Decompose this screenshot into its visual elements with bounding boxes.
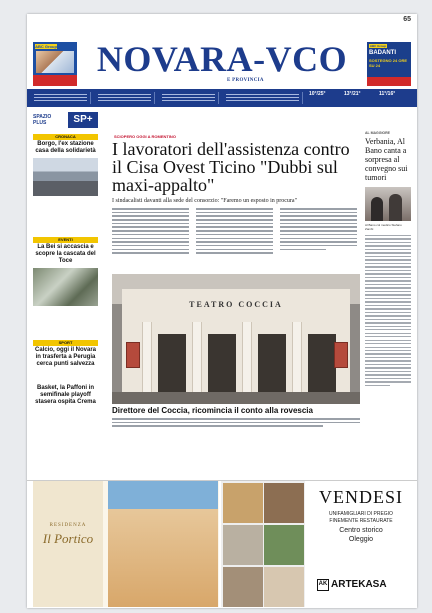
sidebar-story-basket[interactable] bbox=[33, 384, 98, 406]
masthead-subtitle: E PROVINCIA bbox=[227, 78, 264, 83]
ad-right-headline: BADANTI bbox=[369, 50, 396, 56]
artekasa-logo-icon: AK bbox=[317, 579, 329, 591]
sidebar-story-cronaca[interactable] bbox=[33, 134, 98, 196]
sidebar-headline: Borgo, l'ex stazione casa della solidarietà bbox=[35, 141, 96, 154]
right-photo bbox=[365, 187, 411, 221]
info-cell bbox=[31, 92, 91, 104]
teatro-photo[interactable] bbox=[112, 274, 360, 404]
main-body-text bbox=[112, 208, 360, 266]
ad-residenza-title2: Il Portico bbox=[42, 531, 94, 546]
caption-text bbox=[112, 418, 360, 429]
ad-photo-tile bbox=[264, 525, 304, 565]
sidebar-image bbox=[33, 268, 98, 306]
ad-photo-tile bbox=[264, 567, 304, 607]
ad-photo-tile bbox=[223, 567, 263, 607]
ad-vendesi-title: VENDESI bbox=[319, 487, 403, 507]
top-line bbox=[27, 14, 417, 24]
left-sidebar bbox=[33, 112, 98, 472]
main-kicker: SCIOPERO OGGI A ROMENTINO bbox=[114, 134, 176, 139]
ad-right[interactable] bbox=[367, 42, 411, 86]
main-headline[interactable]: I lavoratori dell'assistenza contro il Cisa Ovest Ticino "Dubbi sul maxi-appalto" bbox=[112, 139, 350, 195]
weather-temp-3: 11°/16° bbox=[379, 91, 396, 97]
ad-left-image bbox=[36, 51, 74, 73]
spazio-box: SP+ bbox=[68, 112, 98, 128]
weather-3 bbox=[379, 91, 395, 97]
masthead-title: NOVARA-VCO bbox=[96, 39, 348, 79]
ad-right-band bbox=[367, 77, 411, 86]
ad-photo-tile bbox=[223, 483, 263, 523]
text-column bbox=[280, 208, 357, 264]
ad-line-1: UNIFAMIGLIARI DI PREGIO bbox=[329, 511, 393, 517]
ad-left-band bbox=[33, 75, 77, 86]
ad-brand-name: ARTEKASA bbox=[331, 579, 387, 590]
ad-photo-tile bbox=[264, 483, 304, 523]
sidebar-headline: Basket, la Paffoni in semifinale playoff stasera ospita Crema bbox=[35, 385, 96, 405]
weather-2 bbox=[344, 91, 361, 97]
info-cell bbox=[223, 92, 303, 104]
weather-1 bbox=[309, 91, 326, 97]
ad-photo-grid bbox=[221, 481, 305, 607]
photo-poster bbox=[126, 342, 140, 368]
sidebar-headline: La Bei si accascia e scopre la cascata del Toce bbox=[35, 244, 96, 264]
photo-ground bbox=[112, 392, 360, 404]
photo-caption[interactable]: Direttore del Coccia, ricomincia il conto alla rovescia bbox=[112, 406, 313, 415]
right-section: AL MAGGIORE bbox=[365, 131, 391, 135]
info-cell bbox=[95, 92, 155, 104]
ad-residenza-title1: RESIDENZA bbox=[49, 523, 87, 528]
right-body-text bbox=[365, 235, 411, 386]
main-subhead: I sindacalisti davanti alla sede del consorzio: "Faremo un esposto in procura" bbox=[112, 198, 298, 204]
page-number: 65 bbox=[403, 16, 411, 23]
ad-house-image bbox=[108, 509, 218, 607]
ad-line-2: FINEMENTE RESTAURATE bbox=[329, 518, 393, 524]
ad-line-4: Oleggio bbox=[348, 536, 374, 543]
sidebar-tag: CRONACA bbox=[33, 134, 98, 140]
text-column bbox=[112, 208, 189, 264]
page-number-block bbox=[400, 16, 411, 23]
ad-vendesi bbox=[309, 481, 413, 607]
ad-line-3: Centro storico bbox=[339, 527, 383, 534]
photo-sign: TEATRO COCCIA bbox=[189, 300, 283, 309]
right-column bbox=[365, 131, 411, 461]
ad-right-sub: SOSTEGNO 24 ORE SU 24 bbox=[369, 58, 408, 68]
sidebar-story-eventi[interactable] bbox=[33, 237, 98, 306]
newspaper-page bbox=[27, 14, 417, 608]
sidebar-story-sport[interactable] bbox=[33, 340, 98, 368]
sidebar-image bbox=[33, 158, 98, 196]
ad-left[interactable] bbox=[33, 42, 77, 86]
sidebar-tag: SPORT bbox=[33, 340, 98, 346]
spazio-plus[interactable] bbox=[33, 112, 98, 132]
info-bar bbox=[27, 89, 417, 107]
ad-residenza bbox=[33, 481, 219, 607]
sidebar-tag: EVENTI bbox=[33, 237, 98, 243]
sidebar-headline: Calcio, oggi il Novara in trasferta a Perugia cerca punti salvezza bbox=[34, 347, 96, 367]
weather-temp-1: 10°/25° bbox=[309, 91, 326, 97]
ad-sky bbox=[108, 481, 218, 511]
ad-brand bbox=[317, 579, 407, 593]
spazio-label: SPAZIO PLUS bbox=[33, 114, 52, 126]
text-column bbox=[196, 208, 273, 264]
right-headline[interactable]: Verbania, Al Bano canta a sorpresa al convegno sui tumori bbox=[365, 137, 408, 182]
info-cell bbox=[159, 92, 219, 104]
ad-right-brand: ABC Group bbox=[369, 44, 387, 48]
right-photo-caption: Al Bano col medico Stefano Zambi bbox=[365, 223, 402, 231]
bottom-ad[interactable] bbox=[27, 480, 417, 608]
photo-poster bbox=[334, 342, 348, 368]
weather-temp-2: 13°/21° bbox=[344, 91, 361, 97]
ad-left-brand: ABC Group bbox=[35, 44, 57, 49]
ad-photo-tile bbox=[223, 525, 263, 565]
